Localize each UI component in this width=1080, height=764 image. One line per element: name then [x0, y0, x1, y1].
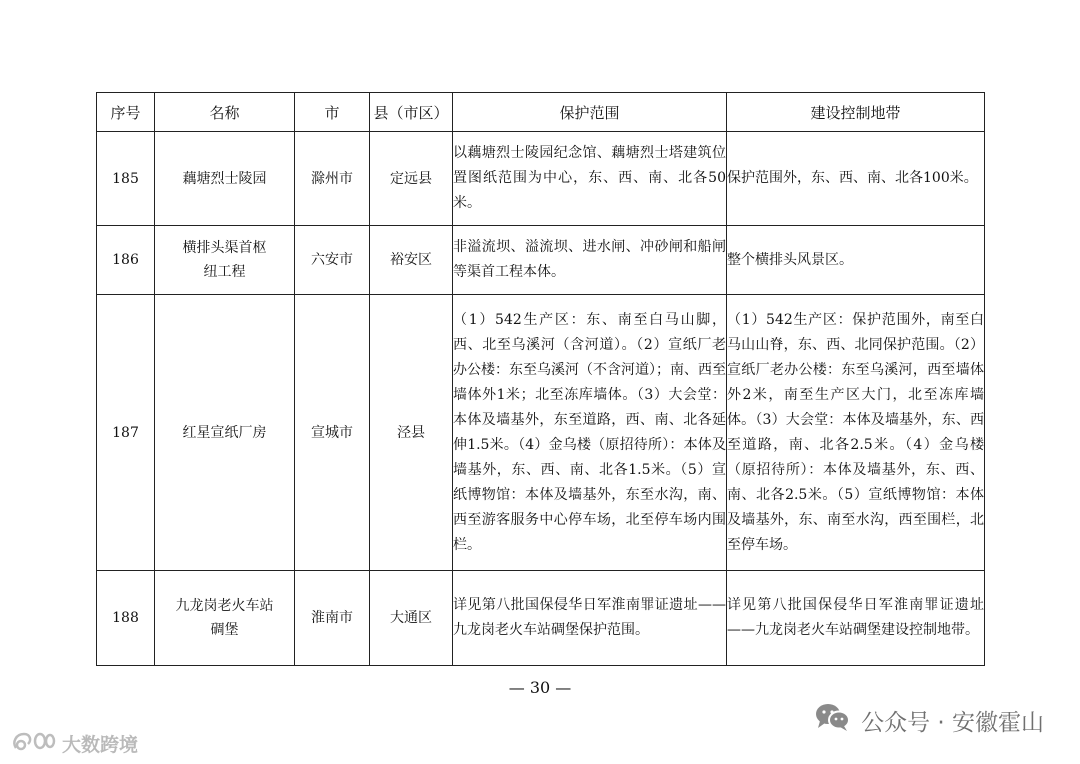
page-number: — 30 —: [508, 678, 572, 697]
header-control: 建设控制地带: [727, 93, 985, 132]
cell-protection: 非溢流坝、溢流坝、进水闸、冲砂闸和船闸等渠首工程本体。: [453, 226, 727, 295]
cell-county: 大通区: [370, 571, 453, 666]
cell-control: 整个横排头风景区。: [727, 226, 985, 295]
wechat-icon: [813, 701, 853, 739]
wechat-watermark: [813, 703, 1044, 737]
cell-control: 保护范围外，东、西、南、北各100米。: [727, 132, 985, 226]
cell-city: 淮南市: [295, 571, 370, 666]
cell-name: 红星宣纸厂房: [155, 295, 295, 571]
weibo-icon: [10, 728, 56, 759]
cell-county: 泾县: [370, 295, 453, 571]
cell-control: 详见第八批国保侵华日军淮南罪证遗址——九龙岗老火车站碉堡建设控制地带。: [727, 571, 985, 666]
cell-no: 188: [97, 571, 155, 666]
cell-county: 定远县: [370, 132, 453, 226]
header-name: 名称: [155, 93, 295, 132]
cell-name: 横排头渠首枢纽工程: [155, 226, 295, 295]
cell-name: 九龙岗老火车站碉堡: [155, 571, 295, 666]
table-row: [97, 132, 985, 226]
cell-city: 宣城市: [295, 295, 370, 571]
cell-city: 滁州市: [295, 132, 370, 226]
cell-no: 187: [97, 295, 155, 571]
wechat-watermark-text: 公众号 · 安徽霍山: [861, 709, 1044, 736]
header-protection: 保护范围: [453, 93, 727, 132]
table-row: [97, 571, 985, 666]
header-no: 序号: [97, 93, 155, 132]
cell-county: 裕安区: [370, 226, 453, 295]
cell-protection: （1）542生产区：东、南至白马山脚，西、北至乌溪河（含河道）。（2）宣纸厂老办公楼：东至乌溪河（不含河道）；南、西至墙体外1米；北至冻库墙体。（3）大会堂：本体及墙基外，东至道路，西、南、北各延伸1.5米。（4）金乌楼（原招待所）：本体及墙基外，东、西、南、北各1.5米。（5）宣纸博物馆：本体及墙基外，东至水沟，南、西至游客服务中心停车场，北至停车场内围栏。: [453, 295, 727, 571]
weibo-watermark: [10, 728, 138, 758]
heritage-table: [96, 92, 985, 666]
cell-city: 六安市: [295, 226, 370, 295]
cell-name: 藕塘烈士陵园: [155, 132, 295, 226]
cell-protection: 详见第八批国保侵华日军淮南罪证遗址——九龙岗老火车站碉堡保护范围。: [453, 571, 727, 666]
table-header-row: [97, 93, 985, 132]
table-row: [97, 226, 985, 295]
cell-no: 186: [97, 226, 155, 295]
weibo-watermark-text: 大数跨境: [62, 733, 139, 756]
table-row: [97, 295, 985, 571]
header-city: 市: [295, 93, 370, 132]
cell-control: （1）542生产区：保护范围外，南至白马山山脊，东、西、北同保护范围。（2）宣纸厂老办公楼：东至乌溪河，西至墙体外2米，南至生产区大门，北至冻库墙体。（3）大会堂：本体及墙基外，东、西至道路，南、北各2.5米。（4）金乌楼（原招待所）：本体及墙基外，东、西、南、北各2.5米。（5）宣纸博物馆：本体及墙基外，东、南至水沟，西至围栏，北至停车场。: [727, 295, 985, 571]
header-county: 县（市区）: [370, 93, 453, 132]
cell-no: 185: [97, 132, 155, 226]
cell-protection: 以藕塘烈士陵园纪念馆、藕塘烈士塔建筑位置图纸范围为中心，东、西、南、北各50米。: [453, 132, 727, 226]
